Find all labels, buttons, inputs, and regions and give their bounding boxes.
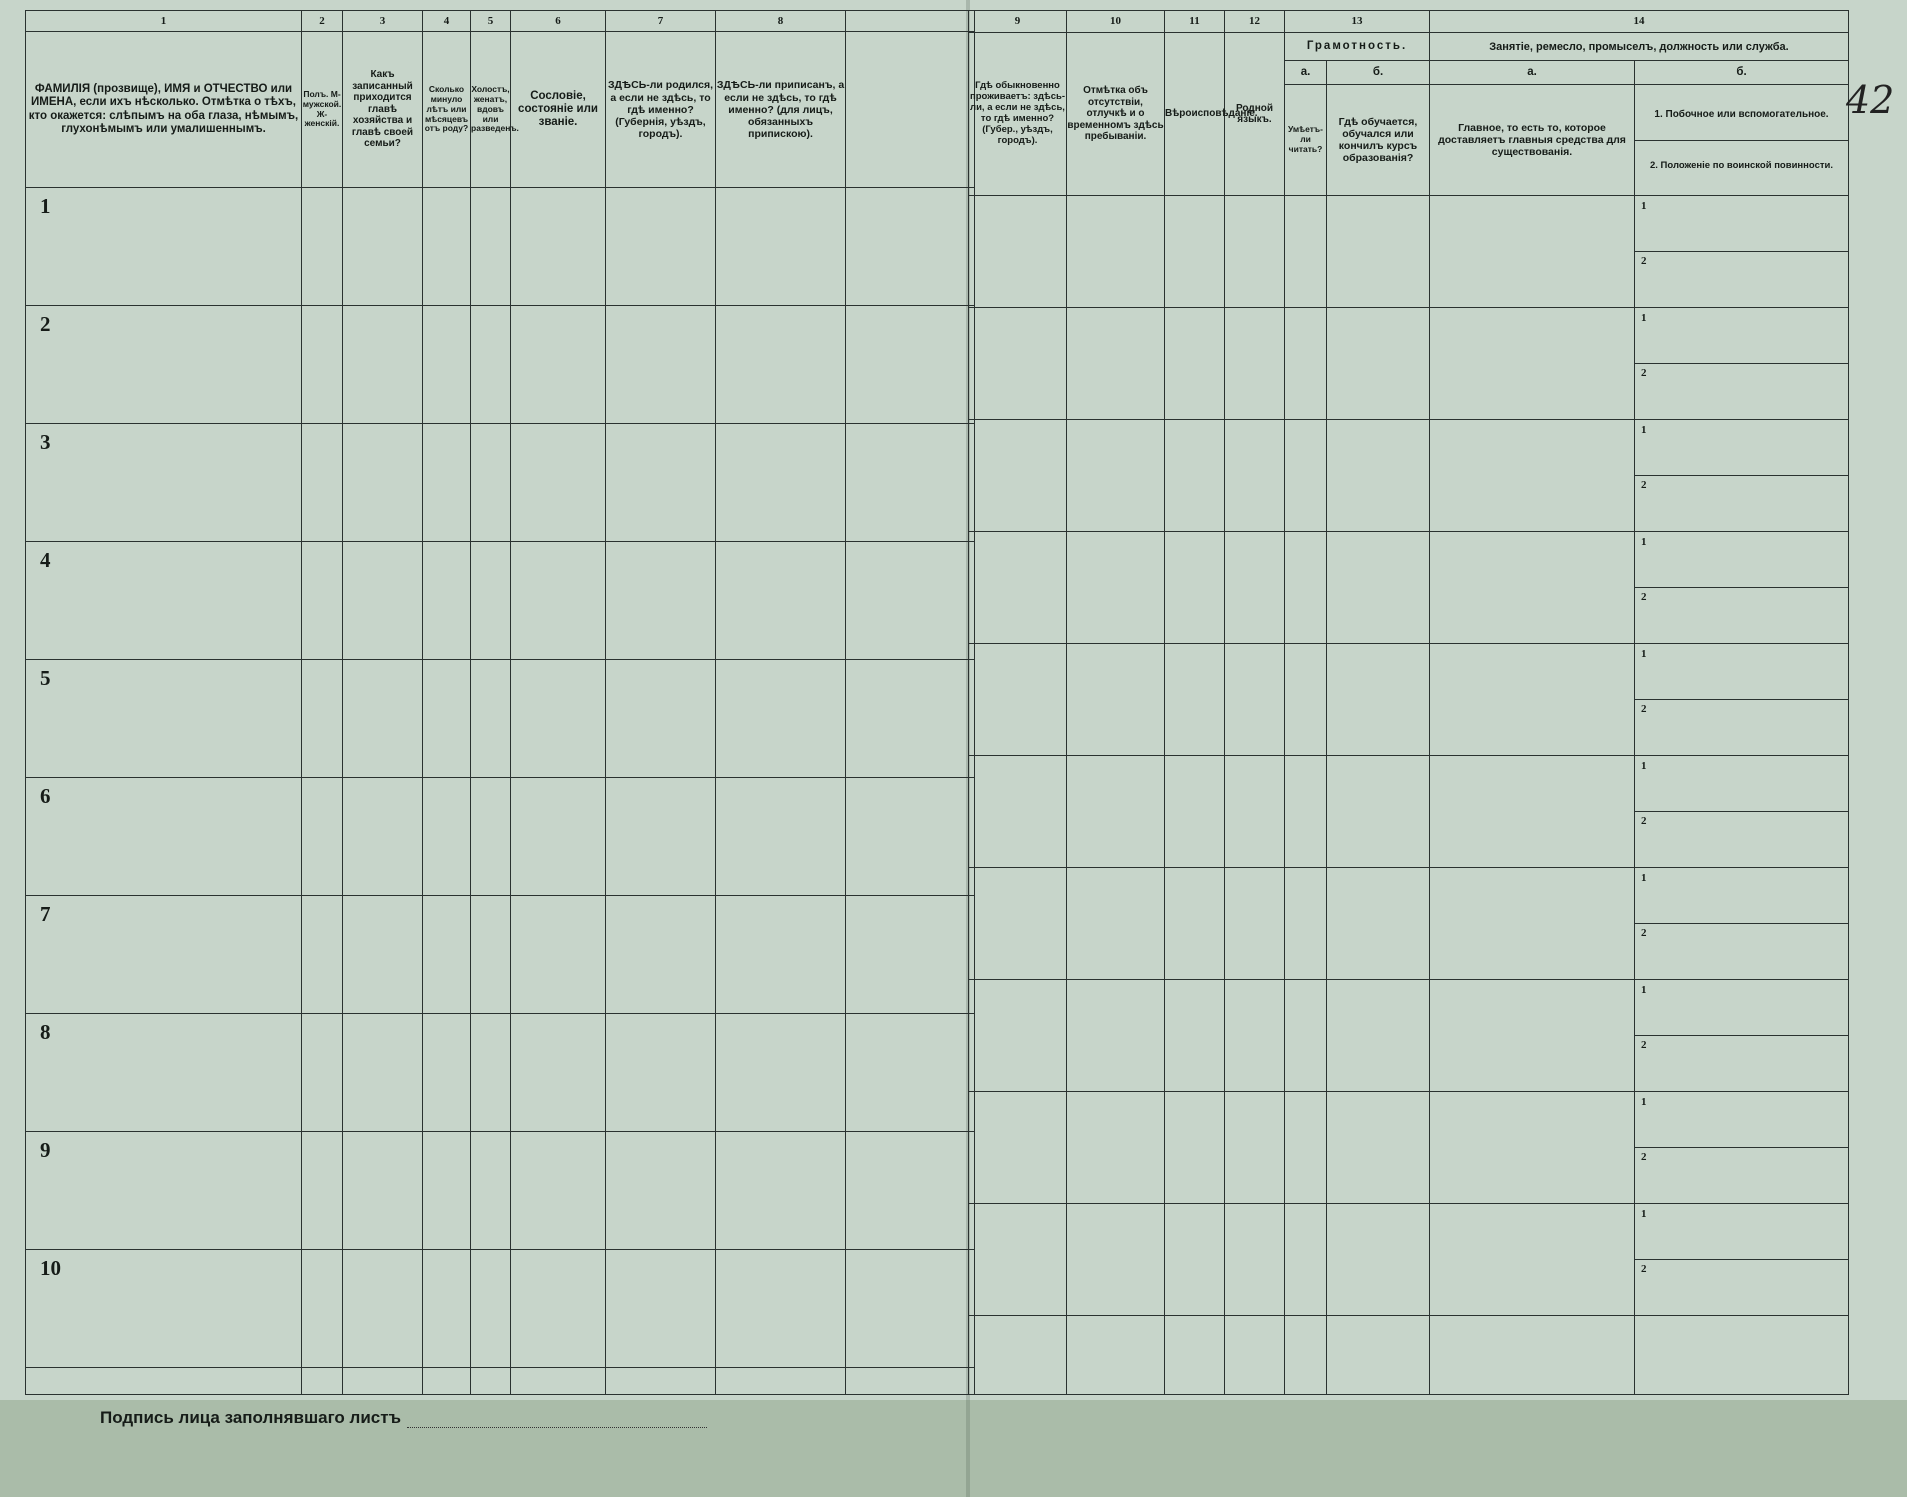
- entry-cell[interactable]: [606, 187, 716, 305]
- entry-row: [26, 659, 975, 777]
- entry-cell[interactable]: [1225, 420, 1285, 532]
- entry-cell[interactable]: [969, 420, 1067, 532]
- entry-row: [26, 1249, 975, 1367]
- entry-cell[interactable]: [471, 1013, 511, 1131]
- entry-cell[interactable]: [1430, 420, 1635, 532]
- column-number: 12: [1225, 11, 1285, 33]
- header-literacy: Грамотность.: [1285, 33, 1430, 61]
- entry-row: [26, 1013, 975, 1131]
- entry-cell[interactable]: [1067, 644, 1165, 756]
- entry-cell[interactable]: [846, 659, 975, 777]
- entry-cell[interactable]: [1067, 980, 1165, 1092]
- subcolumn-label: б.: [1635, 61, 1849, 85]
- entry-cell[interactable]: [511, 895, 606, 1013]
- entry-cell[interactable]: [471, 1131, 511, 1249]
- header-estate: Сословіе, состояніе или званіе.: [511, 32, 606, 187]
- entry-cell[interactable]: [1430, 1204, 1635, 1316]
- entry-cell[interactable]: [1327, 1204, 1430, 1316]
- entry-cell[interactable]: [423, 1131, 471, 1249]
- sub-line-2[interactable]: 2: [1641, 254, 1647, 267]
- sub-line-2[interactable]: 2: [1641, 814, 1647, 827]
- blank-cell: [1225, 1316, 1285, 1395]
- header-age: Сколько минуло лѣтъ или мѣсяцевъ отъ роду?: [423, 32, 471, 187]
- entry-cell[interactable]: [716, 659, 846, 777]
- entry-row: [26, 541, 975, 659]
- header-relation: Какъ записанный приходится главѣ хозяйства и главѣ своей семьи?: [343, 32, 423, 187]
- entry-cell[interactable]: [302, 305, 343, 423]
- entry-cell[interactable]: [1285, 868, 1327, 980]
- entry-row: [26, 895, 975, 1013]
- header-registration: ЗДѢСЬ-ли приписанъ, а если не здѣсь, то гдѣ именно? (для лицъ, обязанныхъ припискою).: [716, 32, 846, 187]
- secondary-occupation-cell: [1635, 980, 1849, 1092]
- entry-cell[interactable]: [1285, 1204, 1327, 1316]
- secondary-occupation-cell: [1635, 756, 1849, 868]
- entry-cell[interactable]: [423, 541, 471, 659]
- entry-cell[interactable]: [343, 423, 423, 541]
- column-group-row: [969, 33, 1849, 61]
- column-number-row: [26, 11, 975, 32]
- entry-cell[interactable]: [302, 1131, 343, 1249]
- sub-line-1[interactable]: 1: [1635, 757, 1848, 812]
- entry-cell[interactable]: [969, 532, 1067, 644]
- blank-cell: [1327, 1316, 1430, 1395]
- column-number: 8: [716, 11, 846, 32]
- column-number: 6: [511, 11, 606, 32]
- entry-cell[interactable]: [716, 187, 846, 305]
- entry-cell[interactable]: [423, 305, 471, 423]
- entry-cell[interactable]: [343, 659, 423, 777]
- blank-column: [846, 32, 975, 187]
- entry-cell[interactable]: [1327, 980, 1430, 1092]
- entry-cell[interactable]: [302, 777, 343, 895]
- entry-cell[interactable]: [846, 541, 975, 659]
- entry-cell[interactable]: [302, 659, 343, 777]
- blank-cell: [1285, 1316, 1327, 1395]
- entry-cell[interactable]: [343, 1249, 423, 1367]
- sub-line-2[interactable]: 2: [1641, 1150, 1647, 1163]
- entry-cell[interactable]: [1285, 196, 1327, 308]
- sub-line-1[interactable]: 1: [1635, 981, 1848, 1036]
- entry-cell[interactable]: [302, 895, 343, 1013]
- entry-cell[interactable]: [1225, 868, 1285, 980]
- entry-cell[interactable]: [1165, 420, 1225, 532]
- entry-cell[interactable]: [606, 777, 716, 895]
- entry-cell[interactable]: [1430, 756, 1635, 868]
- sub-line-1[interactable]: 1: [1635, 1093, 1848, 1148]
- entry-cell[interactable]: [846, 777, 975, 895]
- blank-cell: [26, 1367, 302, 1394]
- entry-cell[interactable]: [302, 423, 343, 541]
- entry-cell[interactable]: [1225, 756, 1285, 868]
- entry-cell[interactable]: [716, 541, 846, 659]
- entry-cell[interactable]: [471, 541, 511, 659]
- entry-cell[interactable]: [343, 305, 423, 423]
- header-secondary-1: 1. Побочное или вспомогательное.: [1635, 88, 1848, 141]
- entry-cell[interactable]: [716, 1013, 846, 1131]
- entry-cell[interactable]: [423, 659, 471, 777]
- blank-cell: [423, 1367, 471, 1394]
- right-page-table: [968, 10, 1849, 1395]
- entry-row: [969, 980, 1849, 1092]
- entry-cell[interactable]: [1165, 1204, 1225, 1316]
- entry-row: [969, 1092, 1849, 1204]
- blank-cell: [471, 1367, 511, 1394]
- secondary-occupation-cell: [1635, 868, 1849, 980]
- entry-cell[interactable]: [1285, 756, 1327, 868]
- row-number: 4: [26, 541, 302, 659]
- entry-cell[interactable]: [343, 1131, 423, 1249]
- entry-cell[interactable]: [471, 659, 511, 777]
- entry-row: [26, 777, 975, 895]
- entry-cell[interactable]: [423, 777, 471, 895]
- entry-cell[interactable]: [1165, 756, 1225, 868]
- entry-cell[interactable]: [969, 644, 1067, 756]
- entry-cell[interactable]: [1430, 196, 1635, 308]
- entry-cell[interactable]: [1430, 868, 1635, 980]
- entry-cell[interactable]: [1327, 644, 1430, 756]
- entry-cell[interactable]: [716, 777, 846, 895]
- header-secondary-2: 2. Положеніе по воинской повинности.: [1649, 159, 1833, 171]
- entry-cell[interactable]: [1285, 644, 1327, 756]
- header-absence: Отмѣтка объ отсутствіи, отлучкѣ и о временномъ здѣсь пребываніи.: [1067, 33, 1165, 196]
- subcolumn-label: а.: [1285, 61, 1327, 85]
- row-number: 2: [26, 305, 302, 423]
- entry-cell[interactable]: [606, 1131, 716, 1249]
- blank-cell: [1067, 1316, 1165, 1395]
- entry-cell[interactable]: [846, 1131, 975, 1249]
- subcolumn-label: б.: [1327, 61, 1430, 85]
- column-number: 2: [302, 11, 343, 32]
- entry-cell[interactable]: [343, 541, 423, 659]
- entry-row: [26, 305, 975, 423]
- blank-column: [846, 11, 975, 32]
- column-number: 11: [1165, 11, 1225, 33]
- entry-cell[interactable]: [302, 187, 343, 305]
- entry-cell[interactable]: [1430, 308, 1635, 420]
- entry-cell[interactable]: [969, 756, 1067, 868]
- entry-cell[interactable]: [969, 980, 1067, 1092]
- sub-line-2[interactable]: 2: [1641, 1038, 1647, 1051]
- entry-row: [26, 187, 975, 305]
- header-education: Гдѣ обучается, обучался или кончилъ курсъ образованія?: [1327, 84, 1430, 195]
- blank-cell: [1430, 1316, 1635, 1395]
- entry-cell[interactable]: [423, 187, 471, 305]
- entry-cell[interactable]: [716, 895, 846, 1013]
- entry-cell[interactable]: [1165, 644, 1225, 756]
- secondary-occupation-cell: [1635, 308, 1849, 420]
- blank-tail-row: [969, 1316, 1849, 1395]
- entry-cell[interactable]: [1327, 1092, 1430, 1204]
- column-number: 13: [1285, 11, 1430, 33]
- entry-cell[interactable]: [343, 187, 423, 305]
- entry-cell[interactable]: [1225, 532, 1285, 644]
- header-can-read: Умѣетъ-ли читать?: [1285, 84, 1327, 195]
- sub-line-2[interactable]: 2: [1641, 702, 1647, 715]
- entry-cell[interactable]: [511, 187, 606, 305]
- entry-cell[interactable]: [1285, 1092, 1327, 1204]
- entry-cell[interactable]: [471, 423, 511, 541]
- entry-row: [969, 868, 1849, 980]
- entry-cell[interactable]: [511, 305, 606, 423]
- entry-cell[interactable]: [716, 1249, 846, 1367]
- column-number-row: [969, 11, 1849, 33]
- column-number: 9: [969, 11, 1067, 33]
- header-occupation: Занятіе, ремесло, промыселъ, должность или служба.: [1430, 33, 1849, 61]
- entry-cell[interactable]: [511, 1013, 606, 1131]
- entry-cell[interactable]: [343, 777, 423, 895]
- sub-line-2[interactable]: 2: [1641, 1262, 1647, 1275]
- entry-cell[interactable]: [606, 305, 716, 423]
- entry-cell[interactable]: [969, 1092, 1067, 1204]
- entry-cell[interactable]: [343, 895, 423, 1013]
- entry-cell[interactable]: [302, 541, 343, 659]
- entry-cell[interactable]: [846, 1249, 975, 1367]
- entry-cell[interactable]: [1067, 308, 1165, 420]
- blank-tail-row: [26, 1367, 975, 1394]
- entry-cell[interactable]: [423, 423, 471, 541]
- column-number: 5: [471, 11, 511, 32]
- entry-row: [26, 1131, 975, 1249]
- entry-row: [969, 196, 1849, 308]
- blank-cell: [302, 1367, 343, 1394]
- header-language: Родной языкъ.: [1225, 33, 1285, 196]
- blank-cell: [1165, 1316, 1225, 1395]
- secondary-occupation-cell: [1635, 196, 1849, 308]
- entry-cell[interactable]: [1067, 1092, 1165, 1204]
- entry-cell[interactable]: [1327, 756, 1430, 868]
- entry-cell[interactable]: [1225, 1092, 1285, 1204]
- entry-cell[interactable]: [511, 1249, 606, 1367]
- entry-row: [969, 308, 1849, 420]
- entry-cell[interactable]: [1430, 980, 1635, 1092]
- header-religion: Вѣроисповѣданіе.: [1165, 33, 1225, 196]
- secondary-occupation-cell: [1635, 1204, 1849, 1316]
- entry-cell[interactable]: [1165, 980, 1225, 1092]
- entry-cell[interactable]: [1225, 308, 1285, 420]
- left-page-table: [25, 10, 975, 1395]
- entry-cell[interactable]: [1285, 308, 1327, 420]
- signature-field[interactable]: [407, 1413, 707, 1428]
- entry-cell[interactable]: [1067, 1204, 1165, 1316]
- entry-cell[interactable]: [1430, 644, 1635, 756]
- blank-cell: [343, 1367, 423, 1394]
- row-number: 1: [26, 187, 302, 305]
- handwritten-page-number: 42: [1846, 78, 1895, 122]
- entry-cell[interactable]: [471, 1249, 511, 1367]
- entry-cell[interactable]: [423, 1249, 471, 1367]
- row-number: 7: [26, 895, 302, 1013]
- entry-cell[interactable]: [969, 868, 1067, 980]
- entry-cell[interactable]: [511, 777, 606, 895]
- signature-label: Подпись лица заполнявшаго листъ: [100, 1408, 401, 1427]
- entry-cell[interactable]: [606, 659, 716, 777]
- row-number: 3: [26, 423, 302, 541]
- header-birthplace: ЗДѢСЬ-ли родился, а если не здѣсь, то гдѣ именно? (Губернія, уѣздъ, городъ).: [606, 32, 716, 187]
- entry-row: [969, 644, 1849, 756]
- column-number: 1: [26, 11, 302, 32]
- sub-line-1[interactable]: 1: [1635, 869, 1848, 924]
- entry-cell[interactable]: [1225, 980, 1285, 1092]
- entry-cell[interactable]: [511, 541, 606, 659]
- row-number: 6: [26, 777, 302, 895]
- subcolumn-label: а.: [1430, 61, 1635, 85]
- entry-cell[interactable]: [1327, 420, 1430, 532]
- entry-cell[interactable]: [471, 187, 511, 305]
- blank-cell: [846, 1367, 975, 1394]
- sub-line-1[interactable]: 1: [1635, 309, 1848, 364]
- entry-cell[interactable]: [1225, 644, 1285, 756]
- blank-cell: [511, 1367, 606, 1394]
- secondary-occupation-cell: [1635, 420, 1849, 532]
- entry-cell[interactable]: [1067, 196, 1165, 308]
- entry-cell[interactable]: [846, 305, 975, 423]
- column-number: 14: [1430, 11, 1849, 33]
- entry-row: [969, 420, 1849, 532]
- entry-cell[interactable]: [969, 308, 1067, 420]
- entry-cell[interactable]: [471, 895, 511, 1013]
- entry-cell[interactable]: [423, 1013, 471, 1131]
- entry-cell[interactable]: [1327, 196, 1430, 308]
- entry-cell[interactable]: [846, 895, 975, 1013]
- entry-cell[interactable]: [716, 305, 846, 423]
- row-number: 5: [26, 659, 302, 777]
- entry-cell[interactable]: [969, 1204, 1067, 1316]
- entry-cell[interactable]: [343, 1013, 423, 1131]
- row-number: 9: [26, 1131, 302, 1249]
- entry-cell[interactable]: [1285, 980, 1327, 1092]
- entry-row: [969, 532, 1849, 644]
- header-marital: Холостъ, женатъ, вдовъ или разведенъ.: [471, 32, 511, 187]
- secondary-occupation-cell: [1635, 1092, 1849, 1204]
- sub-line-1[interactable]: 1: [1635, 421, 1848, 476]
- entry-cell[interactable]: [846, 187, 975, 305]
- entry-cell[interactable]: [1165, 308, 1225, 420]
- header-sex: Полъ. М-мужской. Ж-женскій.: [302, 32, 343, 187]
- entry-cell[interactable]: [302, 1249, 343, 1367]
- entry-cell[interactable]: [511, 1131, 606, 1249]
- blank-cell: [606, 1367, 716, 1394]
- column-number: 10: [1067, 11, 1165, 33]
- entry-cell[interactable]: [1067, 532, 1165, 644]
- entry-cell[interactable]: [1327, 532, 1430, 644]
- entry-cell[interactable]: [716, 423, 846, 541]
- blank-cell: [969, 1316, 1067, 1395]
- column-number: 7: [606, 11, 716, 32]
- sub-line-1[interactable]: 1: [1635, 533, 1848, 588]
- entry-row: [969, 1204, 1849, 1316]
- entry-cell[interactable]: [1165, 196, 1225, 308]
- entry-cell[interactable]: [846, 1013, 975, 1131]
- entry-cell[interactable]: [1165, 532, 1225, 644]
- entry-row: [969, 756, 1849, 868]
- header-residence: Гдѣ обыкновенно проживаетъ: здѣсь-ли, а если не здѣсь, то гдѣ именно? (Губер., уѣздъ, городъ).: [969, 33, 1067, 196]
- row-number: 8: [26, 1013, 302, 1131]
- entry-cell[interactable]: [1285, 532, 1327, 644]
- entry-cell[interactable]: [1165, 868, 1225, 980]
- sub-line-2[interactable]: 2: [1641, 926, 1647, 939]
- header-name: ФАМИЛІЯ (прозвище), ИМЯ и ОТЧЕСТВО или ИМЕНА, если ихъ нѣсколько. Отмѣтка о тѣхъ, кто окажется: слѣпымъ на оба глаза, нѣмымъ, глухонѣмымъ или умалишеннымъ.: [26, 32, 302, 187]
- secondary-occupation-cell: [1635, 532, 1849, 644]
- entry-cell[interactable]: [606, 895, 716, 1013]
- row-number: 10: [26, 1249, 302, 1367]
- entry-cell[interactable]: [1067, 756, 1165, 868]
- entry-cell[interactable]: [606, 1013, 716, 1131]
- entry-cell[interactable]: [1067, 868, 1165, 980]
- entry-cell[interactable]: [1285, 420, 1327, 532]
- sub-line-1[interactable]: 1: [1635, 197, 1848, 252]
- entry-cell[interactable]: [716, 1131, 846, 1249]
- sub-line-1[interactable]: 1: [1635, 1205, 1848, 1260]
- sub-line-2[interactable]: 2: [1641, 478, 1647, 491]
- entry-cell[interactable]: [423, 895, 471, 1013]
- blank-cell: [1635, 1316, 1849, 1395]
- entry-cell[interactable]: [846, 423, 975, 541]
- entry-cell[interactable]: [471, 305, 511, 423]
- entry-cell[interactable]: [969, 196, 1067, 308]
- secondary-occupation-cell: [1635, 644, 1849, 756]
- entry-cell[interactable]: [606, 541, 716, 659]
- entry-cell[interactable]: [471, 777, 511, 895]
- entry-cell[interactable]: [1430, 532, 1635, 644]
- header-main-occupation: Главное, то есть то, которое доставляетъ главныя средства для существованія.: [1430, 84, 1635, 195]
- sub-line-1[interactable]: 1: [1635, 645, 1848, 700]
- sub-line-2[interactable]: 2: [1641, 590, 1647, 603]
- entry-cell[interactable]: [1430, 1092, 1635, 1204]
- header-secondary-occupation: [1635, 84, 1849, 195]
- column-number: 4: [423, 11, 471, 32]
- entry-cell[interactable]: [1165, 1092, 1225, 1204]
- entry-cell[interactable]: [1327, 868, 1430, 980]
- entry-cell[interactable]: [1225, 196, 1285, 308]
- entry-cell[interactable]: [302, 1013, 343, 1131]
- entry-cell[interactable]: [511, 423, 606, 541]
- entry-cell[interactable]: [1067, 420, 1165, 532]
- entry-cell[interactable]: [1225, 1204, 1285, 1316]
- blank-cell: [716, 1367, 846, 1394]
- sub-line-2[interactable]: 2: [1641, 366, 1647, 379]
- column-number: 3: [343, 11, 423, 32]
- signature-line: [100, 1408, 800, 1428]
- entry-cell[interactable]: [606, 1249, 716, 1367]
- entry-cell[interactable]: [511, 659, 606, 777]
- entry-cell[interactable]: [606, 423, 716, 541]
- entry-row: [26, 423, 975, 541]
- column-header-row: [26, 32, 975, 187]
- entry-cell[interactable]: [1327, 308, 1430, 420]
